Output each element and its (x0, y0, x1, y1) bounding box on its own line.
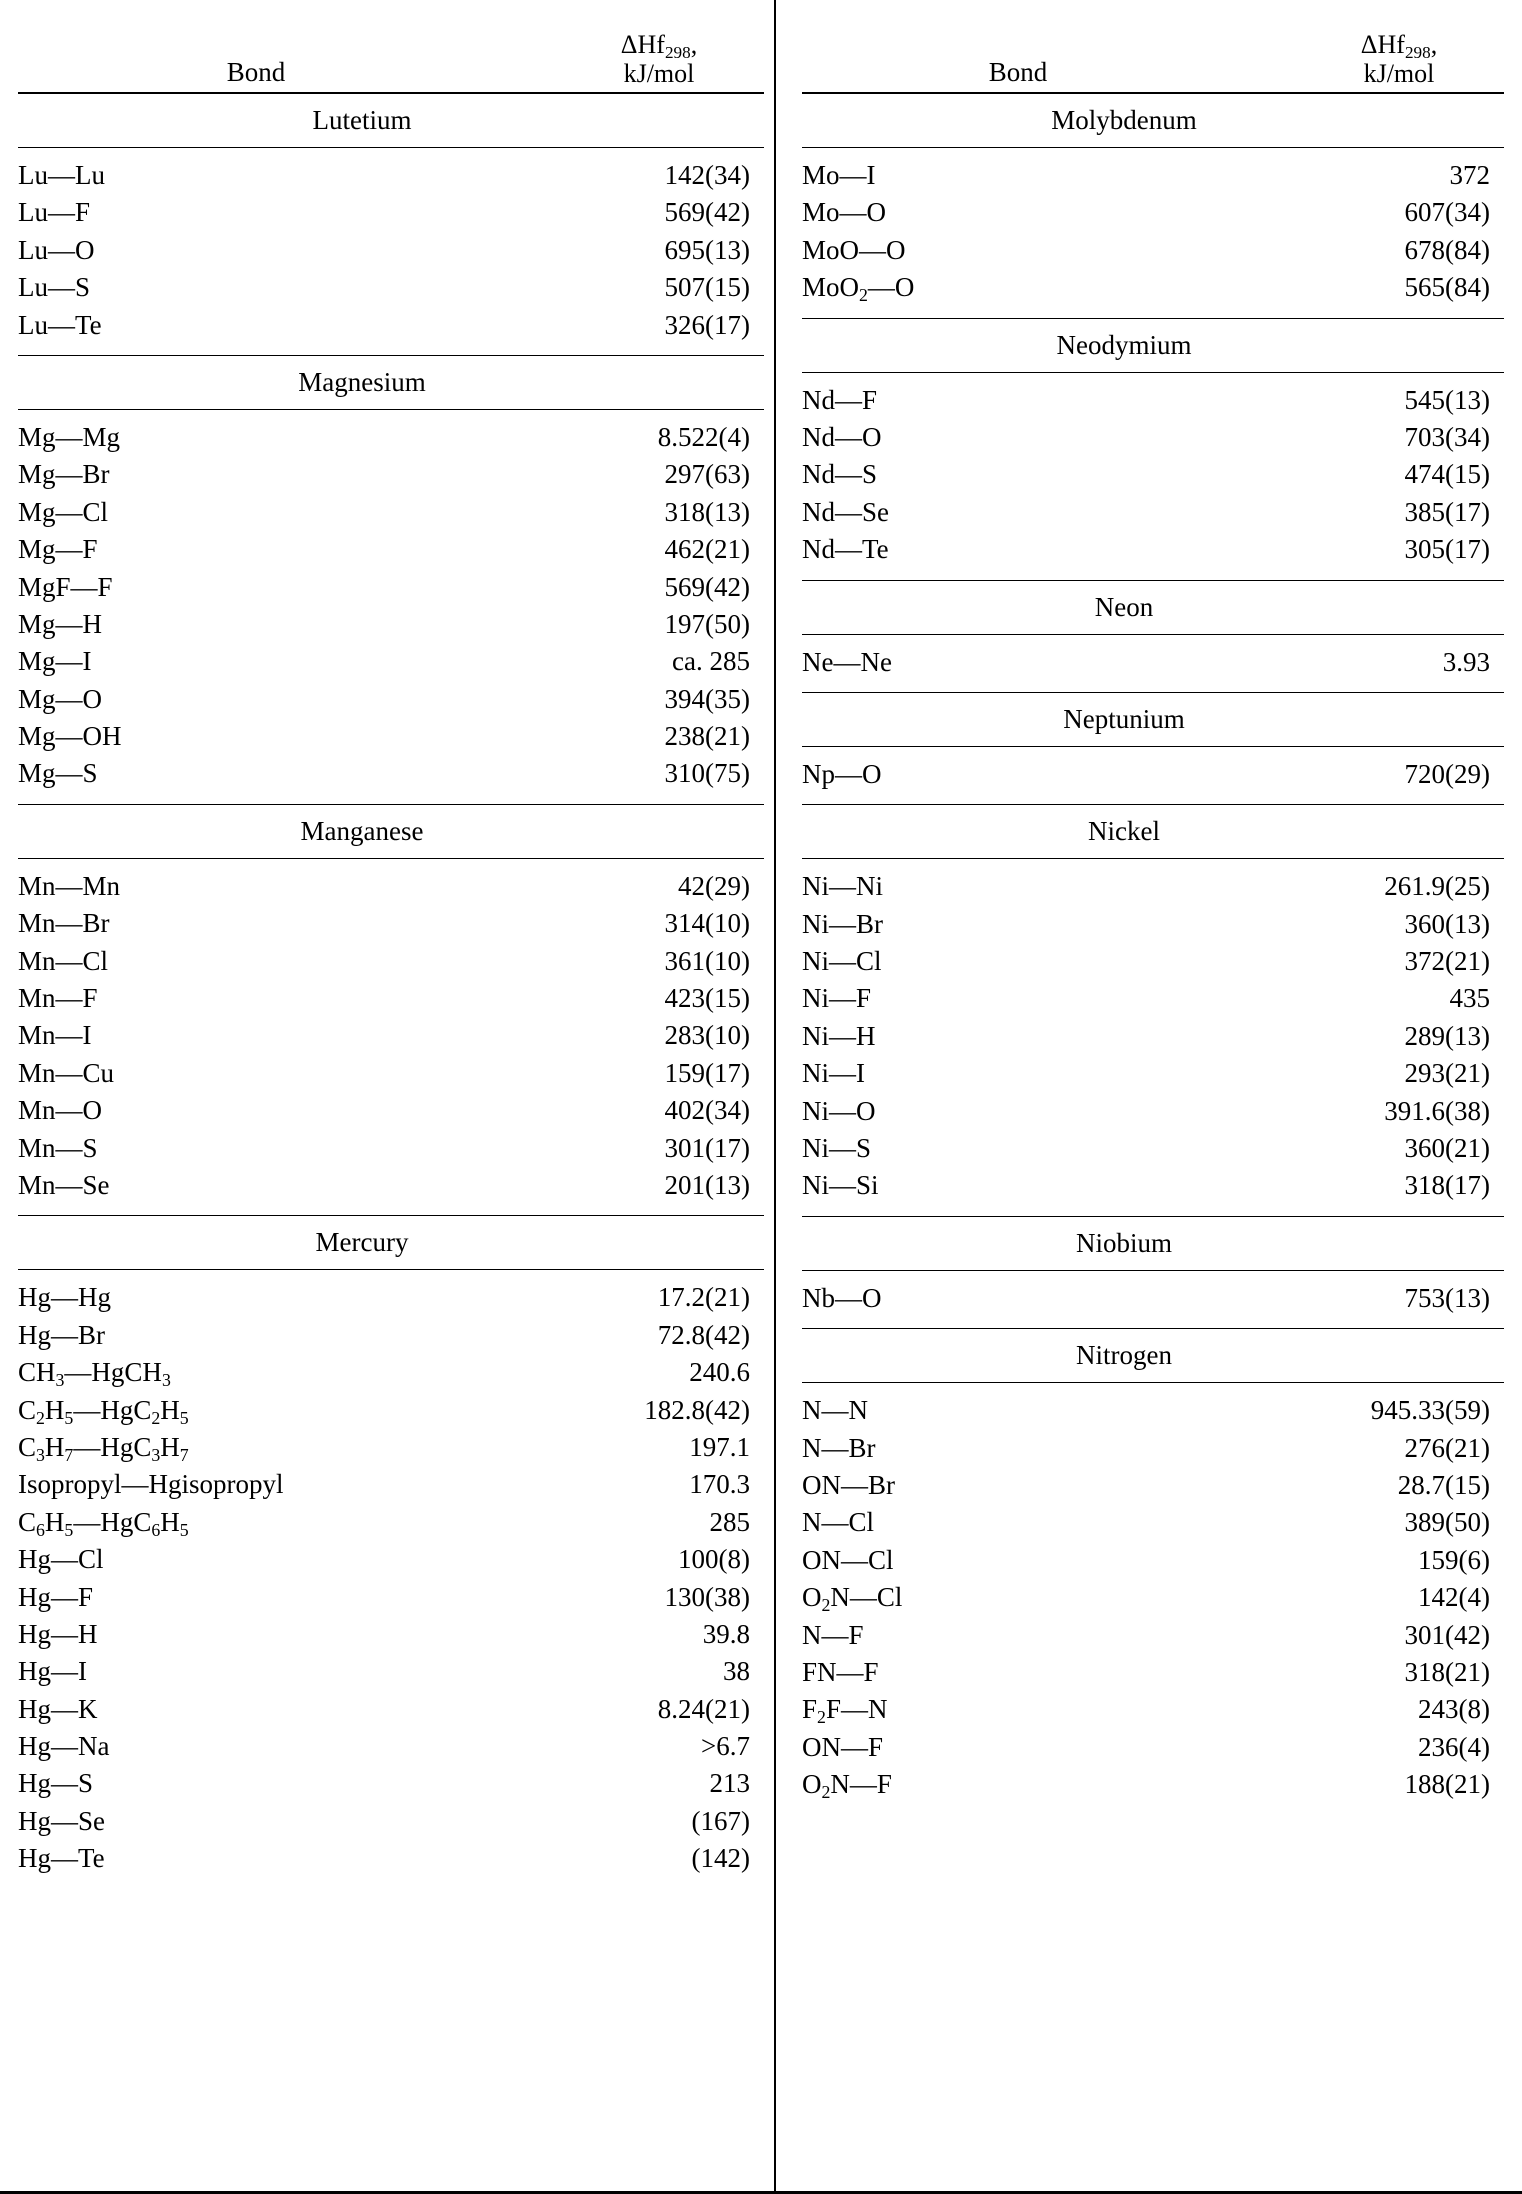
sections-container-left (18, 92, 764, 1889)
table-row (18, 1466, 764, 1503)
bond-formula: $CH_3—HgCH_3$ (18, 1357, 171, 1391)
bond-enthalpy-value: 240.6 (689, 1357, 750, 1388)
table-column-right (774, 0, 1522, 2194)
table-row (18, 1429, 764, 1466)
bond-formula: Ni—Br (802, 908, 883, 939)
bond-formula: Mn—Cu (18, 1057, 115, 1088)
bond-formula: Nd—F (802, 384, 878, 415)
table-row (18, 1130, 764, 1167)
table-row (18, 643, 764, 680)
table-row (18, 1765, 764, 1802)
table-row (802, 1130, 1504, 1167)
bond-enthalpy-value: 159(6) (1418, 1544, 1490, 1575)
header-enthalpy-symbol: ΔHf$_{298}$, (620, 29, 698, 62)
bond-enthalpy-value: 3.93 (1442, 646, 1490, 677)
bond-formula: Hg—K (18, 1693, 98, 1724)
table-row (802, 194, 1504, 231)
bond-enthalpy-value: 283(10) (664, 1020, 750, 1051)
bond-formula: N—F (802, 1619, 864, 1650)
bond-formula: Ni—S (802, 1133, 872, 1164)
table-row (802, 1617, 1504, 1654)
table-row (18, 718, 764, 755)
table-row (18, 1279, 764, 1316)
table-row (18, 1392, 764, 1429)
bond-formula: ON—Cl (802, 1544, 894, 1575)
table-row (18, 531, 764, 568)
table-row (802, 756, 1504, 793)
bond-formula: Mg—Mg (18, 421, 121, 452)
bond-formula: Lu—F (18, 197, 91, 228)
bond-formula: Ni—Cl (802, 946, 882, 977)
section-rows (18, 148, 764, 355)
bond-enthalpy-value: 462(21) (664, 534, 750, 565)
table-row (18, 1092, 764, 1129)
bond-formula: Hg—I (18, 1656, 87, 1687)
table-row (802, 1766, 1504, 1803)
table-row (18, 419, 764, 456)
table-row (18, 1017, 764, 1054)
bond-enthalpy-value: 569(42) (664, 197, 750, 228)
bond-enthalpy-value: 389(50) (1404, 1507, 1490, 1538)
bond-enthalpy-value: 72.8(42) (657, 1319, 750, 1350)
bond-formula: Mn—I (18, 1020, 92, 1051)
bond-enthalpy-value: 435 (1449, 983, 1490, 1014)
bond-enthalpy-value: 314(10) (664, 908, 750, 939)
table-row (802, 1654, 1504, 1691)
table-row (18, 1504, 764, 1541)
bond-enthalpy-value: 678(84) (1404, 234, 1490, 265)
bond-formula: Mn—Br (18, 908, 110, 939)
bond-enthalpy-value: >6.7 (701, 1731, 750, 1762)
section-title: Neptunium (1063, 703, 1185, 734)
table-row (18, 943, 764, 980)
bond-enthalpy-value: 402(34) (664, 1095, 750, 1126)
bond-formula: ON—F (802, 1731, 884, 1762)
bond-formula: Hg—S (18, 1768, 94, 1799)
bond-formula: Hg—F (18, 1581, 94, 1612)
table-row (802, 1280, 1504, 1317)
table-row (802, 419, 1504, 456)
table-row (802, 1018, 1504, 1055)
bond-formula: Isopropyl—Hgisopropyl (18, 1469, 284, 1500)
column-header-left (18, 0, 764, 92)
table-row (18, 307, 764, 344)
bond-enthalpy-value: 297(63) (664, 459, 750, 490)
bond-formula: Mo—O (802, 197, 887, 228)
bond-enthalpy-value: 507(15) (664, 272, 750, 303)
bond-enthalpy-value: 285 (709, 1506, 750, 1537)
table-row (18, 1803, 764, 1840)
table-row (802, 1579, 1504, 1616)
bond-enthalpy-value: 326(17) (664, 309, 750, 340)
bond-formula: Mn—Cl (18, 945, 109, 976)
bond-enthalpy-value: 276(21) (1404, 1432, 1490, 1463)
bond-enthalpy-value: 305(17) (1404, 534, 1490, 565)
bond-formula: Ni—I (802, 1058, 865, 1089)
bond-formula: Lu—O (18, 234, 95, 265)
bond-enthalpy-value: 17.2(21) (657, 1282, 750, 1313)
section-title: Nitrogen (1076, 1340, 1172, 1371)
table-row (18, 269, 764, 306)
table-row (802, 1691, 1504, 1728)
table-row (18, 1653, 764, 1690)
bond-enthalpy-value: ca. 285 (672, 646, 750, 677)
bond-enthalpy-value: 100(8) (678, 1544, 750, 1575)
bond-formula: Lu—Lu (18, 160, 105, 190)
table-row (802, 1392, 1504, 1429)
table-row (802, 1167, 1504, 1204)
bond-formula: Mn—F (18, 983, 98, 1014)
table-row (18, 1317, 764, 1354)
bond-formula: MgF—F (18, 571, 113, 602)
bond-enthalpy-value: 423(15) (664, 983, 750, 1014)
table-row (802, 644, 1504, 681)
table-row (18, 755, 764, 792)
table-row (802, 456, 1504, 493)
header-bond-label: Bond (988, 57, 1048, 87)
table-row (18, 1541, 764, 1578)
bond-formula: $C_6H_5—HgC_6H_5$ (18, 1506, 189, 1540)
table-row (802, 382, 1504, 419)
bond-formula: MoO—O (802, 234, 906, 265)
bond-enthalpy-value: 360(21) (1404, 1133, 1490, 1164)
table-row (18, 1354, 764, 1391)
table-row (802, 269, 1504, 306)
bond-enthalpy-value: (142) (691, 1843, 750, 1874)
bond-enthalpy-value: 243(8) (1418, 1694, 1490, 1725)
bond-enthalpy-value: 236(4) (1418, 1731, 1490, 1762)
section-rows (802, 148, 1504, 318)
section-title: Neodymium (1056, 329, 1192, 360)
bond-formula: Mn—O (18, 1095, 103, 1126)
table-row (18, 868, 764, 905)
bond-enthalpy-value: 391.6(38) (1384, 1095, 1490, 1126)
bond-formula: Ne—Ne (802, 646, 892, 677)
bond-enthalpy-value: 28.7(15) (1397, 1469, 1490, 1500)
column-header-right (802, 0, 1504, 92)
bond-enthalpy-value: 301(42) (1404, 1619, 1490, 1650)
bond-enthalpy-value: 197(50) (664, 608, 750, 639)
bond-formula: Np—O (802, 758, 882, 789)
table-row (18, 1728, 764, 1765)
bond-enthalpy-value: 720(29) (1404, 758, 1490, 789)
section-title: Molybdenum (1051, 105, 1197, 135)
section-rows (802, 859, 1504, 1216)
section-title: Neon (1094, 591, 1154, 622)
table-row (18, 681, 764, 718)
bond-formula: FN—F (802, 1656, 879, 1687)
bond-enthalpy-value: 170.3 (689, 1469, 750, 1500)
section-title: Nickel (1088, 816, 1160, 847)
bond-enthalpy-value: 318(21) (1404, 1656, 1490, 1687)
bond-formula: Mg—I (18, 646, 92, 677)
table-row (802, 1093, 1504, 1130)
bond-enthalpy-value: 310(75) (664, 758, 750, 789)
bond-formula: Ni—Si (802, 1170, 879, 1201)
header-enthalpy-units: kJ/mol (1363, 58, 1435, 88)
table-row (18, 157, 764, 194)
table-row (802, 531, 1504, 568)
bond-formula: Ni—F (802, 983, 872, 1014)
bond-enthalpy-value: 142(4) (1418, 1582, 1490, 1613)
bond-enthalpy-value: 289(13) (1404, 1020, 1490, 1051)
bond-enthalpy-value: 360(13) (1404, 908, 1490, 939)
bond-formula: Mg—Cl (18, 496, 109, 527)
table-row (802, 980, 1504, 1017)
section-rows (802, 635, 1504, 692)
section-rows (802, 373, 1504, 580)
header-value-label (554, 30, 764, 88)
bond-formula: Mo—I (802, 160, 876, 190)
table-row (802, 494, 1504, 531)
table-row (18, 194, 764, 231)
bond-formula: Ni—Ni (802, 871, 883, 902)
bond-formula: $O_2N—F$ (802, 1769, 892, 1803)
section-title: Mercury (315, 1227, 409, 1258)
bond-enthalpy-value: 142(34) (664, 160, 750, 190)
bond-formula: Nd—Te (802, 534, 889, 565)
table-row (18, 569, 764, 606)
table-row (802, 1467, 1504, 1504)
sections-container-right (802, 92, 1504, 1815)
bond-formula: Mg—S (18, 758, 98, 789)
bond-formula: Mg—Br (18, 459, 110, 490)
bond-enthalpy-value: 38 (723, 1656, 750, 1687)
bond-enthalpy-value: 293(21) (1404, 1058, 1490, 1089)
table-row (802, 906, 1504, 943)
bond-enthalpy-value: 695(13) (664, 234, 750, 265)
bond-formula: Ni—O (802, 1095, 876, 1126)
bond-formula: Mg—OH (18, 721, 122, 752)
bond-enthalpy-value: 385(17) (1404, 496, 1490, 527)
bond-formula: Hg—Se (18, 1805, 105, 1836)
table-row (802, 232, 1504, 269)
section-title: Manganese (300, 815, 424, 846)
bond-enthalpy-value: (167) (691, 1805, 750, 1836)
table-row (18, 980, 764, 1017)
section-title: Niobium (1075, 1227, 1172, 1258)
header-enthalpy-subscript: 298 (664, 42, 691, 62)
bond-enthalpy-value: 565(84) (1404, 272, 1490, 303)
bond-enthalpy-value: 8.522(4) (657, 421, 750, 452)
table-row (802, 157, 1504, 194)
bond-enthalpy-value: 372(21) (1404, 946, 1490, 977)
bond-enthalpy-value: 318(17) (1404, 1170, 1490, 1201)
table-row (18, 1840, 764, 1877)
table-row (18, 905, 764, 942)
header-enthalpy-units: kJ/mol (623, 58, 695, 88)
bond-formula: Nb—O (802, 1282, 882, 1313)
bond-formula: ON—Br (802, 1469, 895, 1500)
bond-enthalpy-value: 545(13) (1404, 384, 1490, 415)
header-value-label (1294, 30, 1504, 88)
bond-enthalpy-value: 394(35) (664, 683, 750, 714)
table-row (18, 1691, 764, 1728)
bond-formula: Nd—Se (802, 496, 889, 527)
table-row (802, 1729, 1504, 1766)
table-row (18, 232, 764, 269)
bond-formula: Mg—O (18, 683, 103, 714)
bond-formula: Mn—Se (18, 1169, 110, 1200)
bond-enthalpy-value: 39.8 (702, 1618, 750, 1649)
bond-formula: Lu—Te (18, 309, 102, 340)
table-row (802, 868, 1504, 905)
bond-enthalpy-value: 42(29) (678, 870, 750, 901)
bond-enthalpy-value: 361(10) (664, 945, 750, 976)
table-row (18, 494, 764, 531)
bond-enthalpy-value: 130(38) (664, 1581, 750, 1612)
table-row (802, 1055, 1504, 1092)
bond-formula: N—Br (802, 1432, 876, 1463)
bond-enthalpy-value: 261.9(25) (1384, 871, 1490, 902)
bond-formula: Lu—S (18, 272, 91, 303)
bond-enthalpy-value: 213 (709, 1768, 750, 1799)
bond-formula: Hg—Br (18, 1319, 105, 1350)
table-row (18, 1167, 764, 1204)
section-title: Lutetium (312, 105, 412, 135)
header-bond-label: Bond (226, 57, 286, 87)
bond-enthalpy-value: 607(34) (1404, 197, 1490, 228)
bond-enthalpy-value: 238(21) (664, 721, 750, 752)
section-rows (802, 1383, 1504, 1814)
bond-enthalpy-value: 372 (1449, 160, 1490, 190)
section-rows (802, 747, 1504, 804)
table-row (18, 1579, 764, 1616)
bond-enthalpy-value: 197.1 (689, 1431, 750, 1462)
bond-formula: Hg—H (18, 1618, 98, 1649)
bond-enthalpy-value: 188(21) (1404, 1769, 1490, 1800)
bond-enthalpy-value: 182.8(42) (644, 1394, 750, 1425)
bond-formula: Hg—Na (18, 1731, 110, 1762)
bond-formula: $F_2F—N$ (802, 1694, 888, 1728)
bond-formula: $O_2N—Cl$ (802, 1582, 903, 1616)
bond-formula: Hg—Cl (18, 1544, 104, 1575)
bond-enthalpy-value: 945.33(59) (1370, 1395, 1490, 1426)
section-rows (18, 1270, 764, 1888)
bond-formula: $C_2H_5—HgC_2H_5$ (18, 1394, 189, 1428)
bond-enthalpy-value: 569(42) (664, 571, 750, 602)
bond-formula: Mn—Mn (18, 870, 121, 901)
table-row (18, 606, 764, 643)
bond-formula: Hg—Hg (18, 1282, 111, 1313)
bond-formula: Mg—F (18, 534, 98, 565)
table-row (802, 1542, 1504, 1579)
bond-enthalpy-value: 8.24(21) (657, 1693, 750, 1724)
table-row (802, 1504, 1504, 1541)
header-enthalpy-subscript: 298 (1404, 42, 1431, 62)
bond-formula: N—Cl (802, 1507, 875, 1538)
bond-enthalpy-value: 474(15) (1404, 459, 1490, 490)
bond-enthalpy-value: 703(34) (1404, 421, 1490, 452)
bond-enthalpy-value: 159(17) (664, 1057, 750, 1088)
bond-enthalpy-value: 753(13) (1404, 1282, 1490, 1313)
bond-formula: Mn—S (18, 1132, 98, 1163)
bond-formula: N—N (802, 1395, 868, 1426)
header-enthalpy-symbol: ΔHf$_{298}$, (1360, 29, 1438, 62)
table-row (18, 456, 764, 493)
table-row (18, 1616, 764, 1653)
bond-formula: Ni—H (802, 1020, 876, 1051)
bond-formula: $C_3H_7—HgC_3H_7$ (18, 1431, 189, 1465)
bond-enthalpy-value: 201(13) (664, 1169, 750, 1200)
bond-formula: Mg—H (18, 608, 103, 639)
section-title: Magnesium (298, 366, 426, 397)
section-rows (802, 1271, 1504, 1328)
table-row (802, 1430, 1504, 1467)
bond-formula: MoO$_2$—O (802, 272, 915, 306)
bond-formula: Nd—O (802, 421, 882, 452)
bond-formula: Hg—Te (18, 1843, 105, 1874)
bond-enthalpy-value: 301(17) (664, 1132, 750, 1163)
table-row (18, 1055, 764, 1092)
table-row (802, 943, 1504, 980)
section-rows (18, 410, 764, 804)
bond-formula: Nd—S (802, 459, 878, 490)
section-rows (18, 859, 764, 1216)
bond-enthalpy-value: 318(13) (664, 496, 750, 527)
